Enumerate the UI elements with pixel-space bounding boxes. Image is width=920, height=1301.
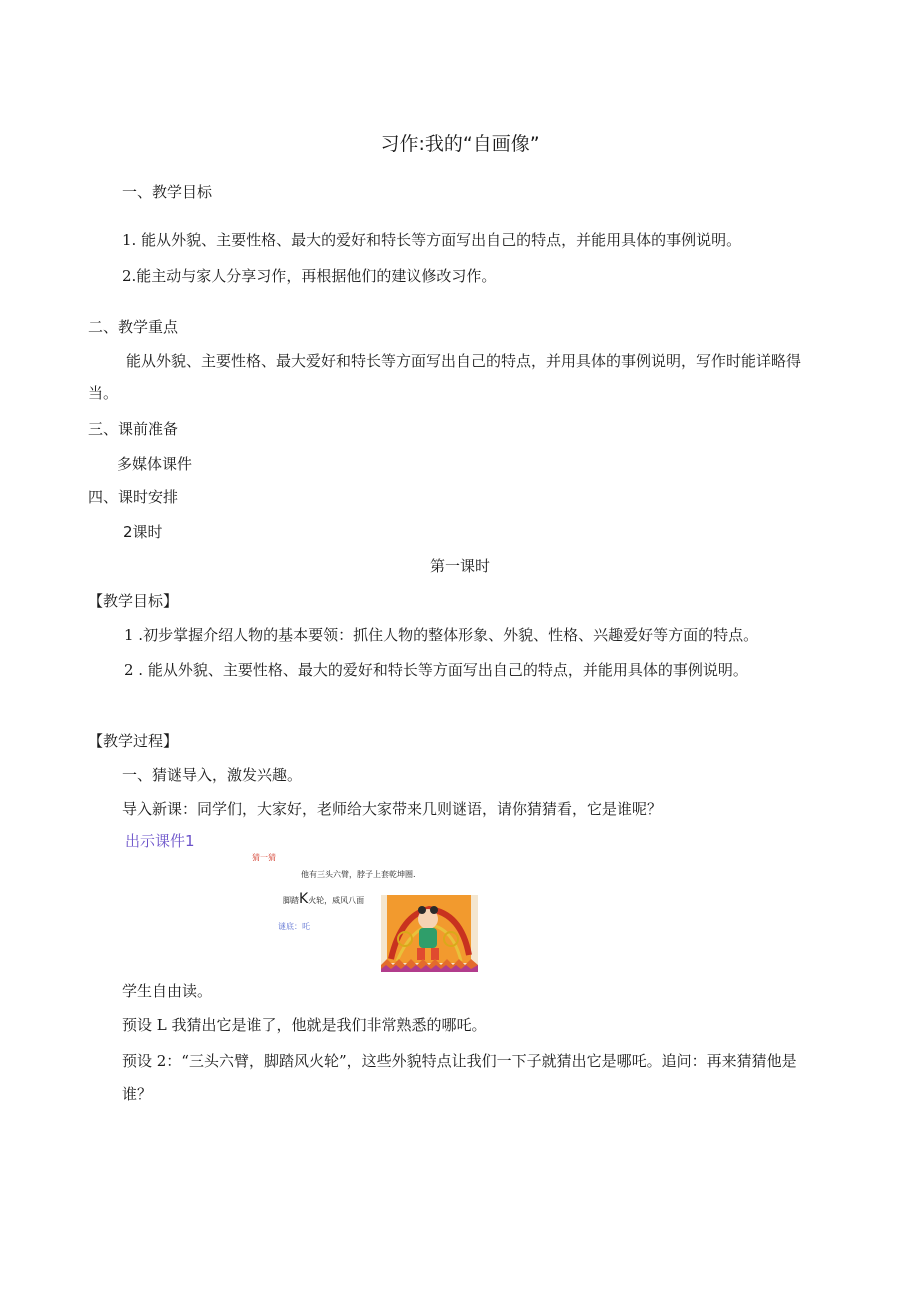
preset-2-line-1: 预设 2：“三头六臂，脚踏风火轮”，这些外貌特点让我们一下子就猜出它是哪吒。追问：再来猜猜他是 <box>122 1052 797 1070</box>
nezha-illustration-graphic <box>381 895 478 972</box>
slide-line-2: 脚踏K火轮，威风八面 <box>283 891 365 907</box>
goal-item-2: 2.能主动与家人分享习作，再根据他们的建议修改习作。 <box>122 267 497 285</box>
key-points-line-2: 当。 <box>88 384 119 402</box>
process-heading: 【教学过程】 <box>88 732 179 750</box>
lesson-goals-heading: 【教学目标】 <box>88 592 179 610</box>
section-heading-preparation: 三、课前准备 <box>88 420 179 438</box>
slide-answer: 谜底：吒 <box>278 922 310 931</box>
section-heading-schedule: 四、课时安排 <box>88 488 179 506</box>
slide-tag: 猜一猜 <box>252 853 276 862</box>
lesson-goal-2: 2 . 能从外貌、主要性格、最大的爱好和特长等方面写出自己的特点，并能用具体的事例说明。 <box>124 661 748 679</box>
process-intro: 导入新课：同学们，大家好，老师给大家带来几则谜语，请你猜猜看，它是谁呢？ <box>122 800 663 818</box>
process-step-1: 一、猜谜导入，激发兴趣。 <box>122 766 303 784</box>
slide-line-1: 他有三头六臂，脖子上套乾坤圈. <box>301 870 416 879</box>
lesson-goal-1: 1 .初步掌握介绍人物的基本要领：抓住人物的整体形象、外貌、性格、兴趣爱好等方面的特点。 <box>124 626 759 644</box>
nezha-illustration <box>381 895 478 972</box>
preset-2-line-2: 谁？ <box>122 1085 153 1103</box>
preparation-body: 多媒体课件 <box>117 455 193 473</box>
document-title: 习作:我的“自画像” <box>380 133 540 155</box>
student-reading: 学生自由读。 <box>122 982 213 1000</box>
slide-big-letter: K <box>299 891 309 907</box>
key-points-line-1: 能从外貌、主要性格、最大爱好和特长等方面写出自己的特点，并用具体的事例说明，写作时能详略得 <box>126 352 802 370</box>
section-heading-key-points: 二、教学重点 <box>88 318 179 336</box>
courseware-label: 出示课件1 <box>125 832 195 850</box>
section-heading-teaching-goals: 一、教学目标 <box>122 183 213 201</box>
schedule-body: 2课时 <box>123 523 163 541</box>
lesson-heading: 第一课时 <box>429 557 490 575</box>
goal-item-1: 1. 能从外貌、主要性格、最大的爱好和特长等方面写出自己的特点，并能用具体的事例说明。 <box>122 231 742 249</box>
preset-1: 预设 L 我猜出它是谁了，他就是我们非常熟悉的哪吒。 <box>122 1016 487 1034</box>
